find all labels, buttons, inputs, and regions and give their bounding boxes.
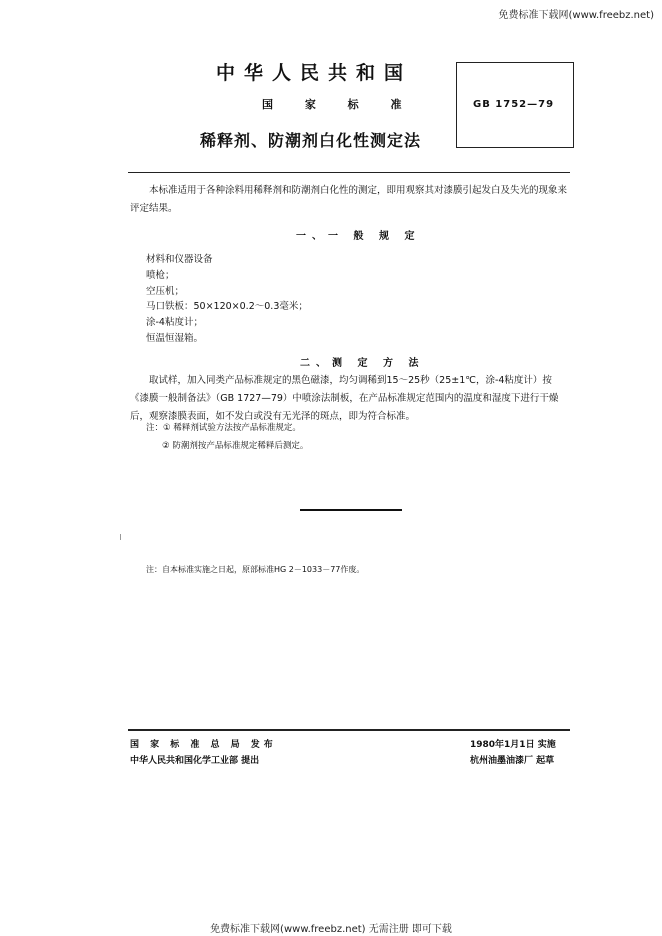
header-divider bbox=[128, 172, 570, 173]
effective-date-line: 1980年1月1日 实施 bbox=[470, 740, 556, 750]
footer-divider bbox=[128, 729, 570, 731]
equipment-item: 恒温恒湿箱。 bbox=[146, 333, 204, 344]
equipment-item: 喷枪； bbox=[146, 270, 175, 281]
issuer-line: 国 家 标 准 总 局 发布 bbox=[130, 740, 277, 750]
country-title: 中华人民共和国 bbox=[216, 62, 413, 84]
note-item: 注：① 稀释剂试验方法按产品标准规定。 bbox=[146, 423, 301, 433]
end-rule bbox=[300, 509, 402, 511]
watermark-bottom: 免费标准下载网(www.freebz.net) 无需注册 即可下载 bbox=[210, 924, 452, 935]
note-item: ② 防潮剂按产品标准规定稀释后测定。 bbox=[162, 441, 309, 451]
equipment-item: 材料和仪器设备 bbox=[146, 254, 213, 265]
standard-type: 国 家 标 准 bbox=[262, 98, 416, 111]
standard-code-box bbox=[456, 62, 574, 148]
intro-paragraph: 本标准适用于各种涂料用稀释剂和防潮剂白化性的测定，即用观察其对漆膜引起发白及失光的现象来评定结果。 bbox=[130, 185, 568, 214]
section1-heading: 一、一 般 规 定 bbox=[296, 231, 421, 242]
proposer-line: 中华人民共和国化学工业部 提出 bbox=[130, 756, 260, 766]
footnote: 注：自本标准实施之日起，原部标准HG 2－1033－77作废。 bbox=[146, 565, 365, 574]
method-paragraph: 取试样，加入同类产品标准规定的黑色磁漆，均匀调稀到15～25秒（25±1℃，涂-4粘度计）按《漆膜一般制备法》（GB 1727—79）中喷涂法制板，在产品标准规定范围内的温度和湿度下进行干燥后，观察漆膜表面，如不发白或没有无光泽的斑点，即为符合标准。 bbox=[130, 375, 559, 422]
scan-mark bbox=[120, 534, 121, 540]
equipment-item: 马口铁板：50×120×0.2～0.3毫米； bbox=[146, 301, 308, 312]
watermark-top: 免费标准下载网(www.freebz.net) bbox=[498, 10, 654, 21]
equipment-item: 涂-4粘度计； bbox=[146, 317, 203, 328]
section2-heading: 二、测 定 方 法 bbox=[300, 358, 425, 369]
equipment-item: 空压机； bbox=[146, 286, 185, 297]
standard-code: GB 1752—79 bbox=[473, 99, 555, 110]
document-title: 稀释剂、防潮剂白化性测定法 bbox=[200, 131, 422, 150]
drafter-line: 杭州油墨油漆厂 起草 bbox=[470, 756, 555, 766]
